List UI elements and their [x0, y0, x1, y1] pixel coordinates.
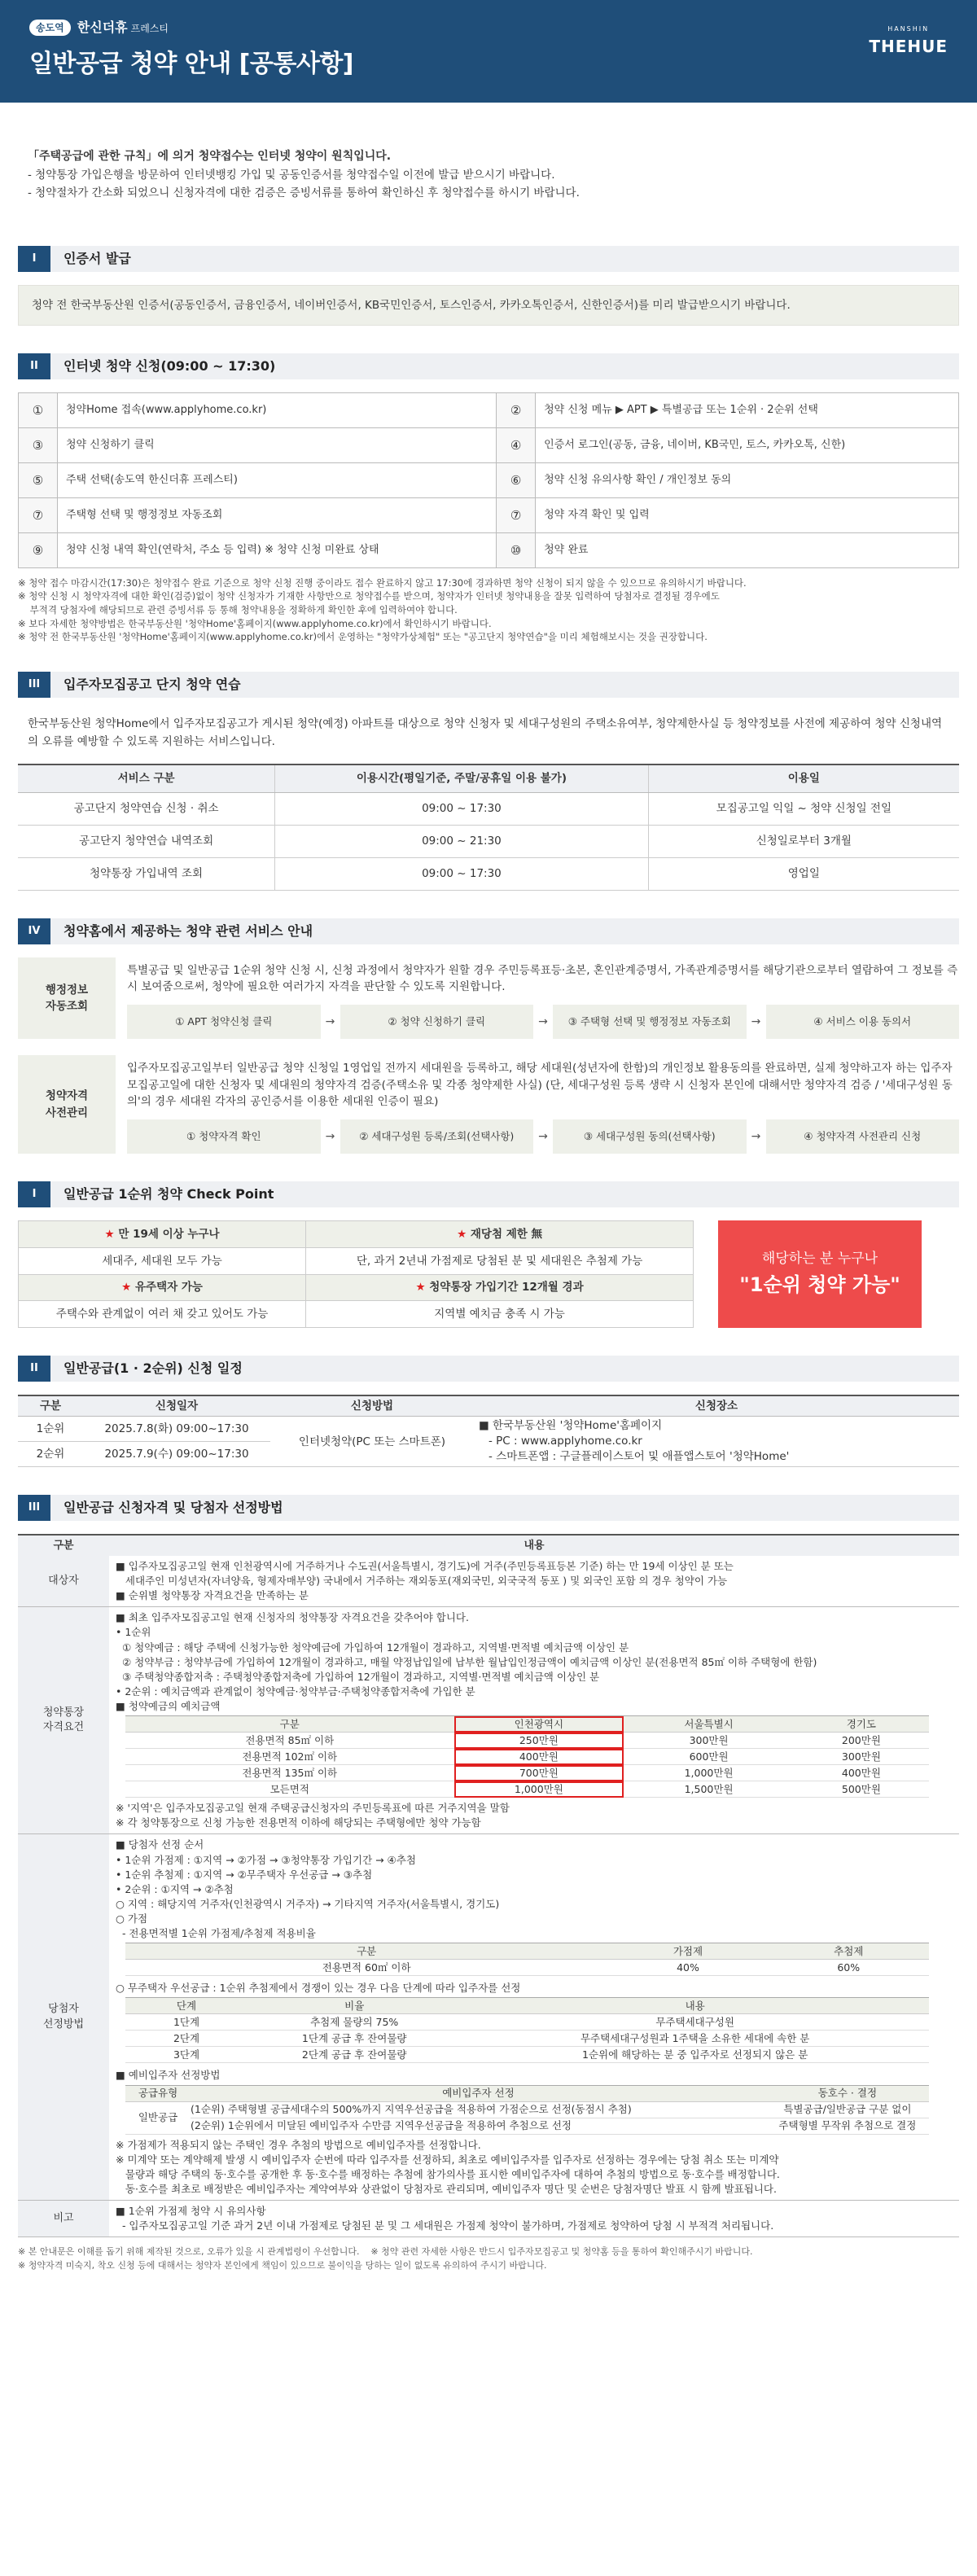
step-row — [19, 392, 959, 427]
ratio-cell: 전용면적 60㎡ 이하 — [125, 1960, 607, 1976]
cp-highlight-main: "1순위 청약 가능" — [739, 1273, 900, 1296]
note-line: 동·호수를 최초로 배정받은 예비입주자는 계약여부와 상관없이 당첨자로 관리되며, 예비입주자 명단 및 순번은 당첨자명단 발표 시 함께 발표됩니다. — [116, 2182, 777, 2195]
arrow-icon: → — [751, 1129, 761, 1143]
row-key — [18, 1834, 109, 2201]
cp-head-text: 재당첨 제한 無 — [470, 1227, 542, 1241]
table-cell: 09:00 ~ 17:30 — [275, 792, 649, 825]
content-line: • 1순위 가점제 : ①지역 → ②가점 → ③청약통장 가입기간 → ④추첨 — [116, 1853, 416, 1866]
key-line: 자격요건 — [42, 1721, 85, 1734]
step-text: 청약Home 접속(www.applyhome.co.kr) — [58, 392, 497, 427]
label-line: 청약자격 — [45, 1089, 89, 1103]
flow-step: ④ 서비스 이용 동의서 — [766, 1005, 960, 1039]
cp-head: ★ 유주택자 가능 — [19, 1274, 306, 1301]
ratio-cell: 40% — [607, 1960, 768, 1976]
note-line: ※ 가점제가 적용되지 않는 주택인 경우 추첨의 방법으로 예비입주자를 선정합니다. — [116, 2138, 481, 2151]
content-line: ■ 당첨자 선정 순서 — [116, 1838, 204, 1851]
step-number: ⑩ — [497, 532, 536, 567]
content-line: ■ 청약예금의 예치금액 — [116, 1700, 221, 1713]
content-line: ■ 1순위 가점제 청약 시 유의사항 — [116, 2205, 266, 2218]
col-header: 내용 — [109, 1535, 959, 1556]
section-title: 청약홈에서 제공하는 청약 관련 서비스 안내 — [50, 918, 959, 944]
priority-cell: 1순위에 해당하는 분 중 입주자로 선정되지 않은 분 — [461, 2047, 928, 2063]
location-tag: 송도역 — [29, 20, 71, 36]
table-cell: 09:00 ~ 21:30 — [275, 825, 649, 857]
step-number: ① — [19, 392, 58, 427]
section-number: IV — [18, 918, 50, 944]
reserve-decision: 특별공급/일반공급 구분 없이 — [766, 2101, 929, 2118]
key-line: 선정방법 — [42, 2017, 85, 2031]
step-number: ② — [497, 392, 536, 427]
step-text: 주택형 선택 및 행정정보 자동조회 — [58, 497, 497, 532]
reserve-decision: 주택형별 무작위 추첨으로 결정 — [766, 2118, 929, 2134]
cert-info: 청약 전 한국부동산원 인증서(공동인증서, 금융인증서, 네이버인증서, KB국민인증서, 토스인증서, 카카오톡인증서, 신한인증서)를 미리 발급받으시기 바랍니다. — [18, 285, 959, 326]
step-text: 청약 신청 메뉴 ▶ APT ▶ 특별공급 또는 1순위 · 2순위 선택 — [536, 392, 959, 427]
note-line: 물량과 해당 주택의 동·호수를 공개한 후 동·호수를 배정하는 추첨에 참가의사를 표시한 예비입주자에 대하여 추첨의 방법으로 동·호수를 배정합니다. — [116, 2167, 780, 2180]
content-line: ■ 순위별 청약통장 자격요건을 만족하는 분 — [116, 1589, 309, 1602]
section-number: II — [18, 1356, 50, 1382]
deposit-cell: 400만원 — [794, 1765, 929, 1781]
step-number: ⑦ — [19, 497, 58, 532]
table-row — [18, 792, 959, 825]
brand-sub: 프레스티 — [130, 23, 169, 34]
schedule-rank: 1순위 — [18, 1417, 83, 1442]
section-title: 일반공급 1순위 청약 Check Point — [50, 1181, 959, 1207]
content-line: - 전용면적별 1순위 가점제/추첨제 적용비율 — [116, 1927, 316, 1940]
deposit-cell: 전용면적 135㎡ 이하 — [125, 1765, 454, 1781]
deposit-cell: 500만원 — [794, 1781, 929, 1798]
section-header-checkpoint — [18, 1181, 959, 1207]
content-line: • 1순위 추첨제 : ①지역 → ②무주택자 우선공급 → ③추첨 — [116, 1868, 373, 1881]
footer-line: ※ 청약자격 미숙지, 착오 신청 등에 대해서는 청약자 본인에게 책임이 있으므로 불이익을 당하는 일이 없도록 유의하여 주시기 바랍니다. — [18, 2259, 547, 2271]
table-cell: 청약통장 가입내역 조회 — [18, 857, 275, 890]
note-line: ※ 보다 자세한 청약방법은 한국부동산원 '청약Home'홈페이지(www.applyhome.co.kr)에서 확인하시기 바랍니다. — [18, 617, 492, 629]
priority-cell: 무주택세대구성원과 1주택을 소유한 세대에 속한 분 — [461, 2031, 928, 2047]
eligibility-premanage — [18, 1055, 959, 1154]
block-label — [18, 1055, 116, 1154]
section-number: III — [18, 672, 50, 698]
page-header — [0, 0, 977, 103]
reserve-table — [125, 2085, 929, 2135]
col-header: 구분 — [18, 1395, 83, 1417]
col-header: 추첨제 — [769, 1943, 929, 1960]
section-header-schedule — [18, 1356, 959, 1382]
step-row — [19, 497, 959, 532]
step-text: 청약 신청 유의사항 확인 / 개인정보 동의 — [536, 462, 959, 497]
content-line: • 1순위 — [116, 1626, 151, 1639]
step-text: 청약 신청 내역 확인(연락처, 주소 등 입력) ※ 청약 신청 미완료 상태 — [58, 532, 497, 567]
col-header: 신청방법 — [270, 1395, 474, 1417]
deposit-row — [125, 1733, 929, 1749]
note-line: ※ '지역'은 입주자모집공고일 현재 주택공급신청자의 주민등록표에 따른 거주지역을 말함 — [116, 1802, 510, 1815]
priority-cell: 1단계 — [125, 2014, 248, 2031]
note-line: ※ 청약 전 한국부동산원 '청약Home'홈페이지(www.applyhome.co.kr)에서 운영하는 "청약가상체험" 또는 "공고단지 청약연습"을 미리 체험해보시는 것을 권장합니다. — [18, 631, 708, 643]
col-header: 구분 — [18, 1535, 109, 1556]
table-cell: 공고단지 청약연습 내역조회 — [18, 825, 275, 857]
flow-step: ② 청약 신청하기 클릭 — [340, 1005, 534, 1039]
content-line: - 입주자모집공고일 기준 과거 2년 이내 가점제로 당첨된 분 및 그 세대원은 가점제 청약이 불가하며, 가점제로 청약하여 당첨 시 부적격 처리됩니다. — [116, 2219, 774, 2232]
table-cell: 모집공고일 익일 ~ 청약 신청일 전일 — [648, 792, 959, 825]
block-desc: 입주자모집공고일부터 일반공급 청약 신청일 1영업일 전까지 세대원을 등록하고, 해당 세대원(성년자에 한함)의 개인정보 활용동의를 완료하면, 실제 청약하고자 하는 입주자모집공고일에 대한 신청자 및 세대원의 청약자격 검증(주택소유 및 각종 청약제한 사실) (단, 세대구성원 등록 생략 시 신청자 본인에 대해서만 청약자격 검증 / '세대구성원 동의'의 경우 세대원 각자의 공인증서를 이용한 세대원 인증이 필요) — [127, 1062, 953, 1108]
deposit-cell-highlight: 400만원 — [454, 1749, 624, 1765]
intro-line: - 청약절차가 간소화 되었으니 신청자격에 대한 검증은 증빙서류를 통하여 확인하신 후 청약접수를 하시기 바랍니다. — [28, 186, 580, 200]
priority-row — [125, 2047, 929, 2063]
deposit-cell: 300만원 — [794, 1749, 929, 1765]
deposit-row — [125, 1749, 929, 1765]
bank-content — [109, 1607, 959, 1834]
section-number: III — [18, 1495, 50, 1521]
content-line: ■ 최초 입주자모집공고일 현재 신청자의 청약통장 자격요건을 갖추어야 합니다. — [116, 1611, 469, 1624]
deposit-cell: 전용면적 102㎡ 이하 — [125, 1749, 454, 1765]
col-header: 공급유형 — [125, 2085, 191, 2101]
brand-main: 한신더휴 — [77, 20, 128, 35]
section-number: I — [18, 246, 50, 272]
deposit-cell: 모든면적 — [125, 1781, 454, 1798]
step-number: ③ — [19, 427, 58, 462]
col-header: 내용 — [461, 1998, 928, 2014]
reserve-rule: (1순위) 주택형별 공급세대수의 500%까지 지역우선공급을 적용하여 가점순으로 선정(동점시 추첨) — [191, 2101, 766, 2118]
table-cell: 영업일 — [648, 857, 959, 890]
key-line: 당첨자 — [48, 2002, 79, 2015]
cp-head-text: 청약통장 가입기간 12개월 경과 — [429, 1281, 584, 1295]
deposit-cell: 1,000만원 — [624, 1765, 794, 1781]
deposit-cell-highlight: 700만원 — [454, 1765, 624, 1781]
steps-table — [18, 392, 959, 568]
step-row — [19, 427, 959, 462]
step-row — [19, 532, 959, 567]
deposit-cell-highlight: 250만원 — [454, 1733, 624, 1749]
col-header: 신청일자 — [83, 1395, 270, 1417]
priority-cell: 2단계 — [125, 2031, 248, 2047]
col-header: 이용시간(평일기준, 주말/공휴일 이용 불가) — [275, 764, 649, 792]
flow-step: ② 세대구성원 등록/조회(선택사항) — [340, 1119, 534, 1154]
page-title: 일반공급 청약 안내 [공통사항] — [29, 50, 354, 78]
cp-head: ★ 청약통장 가입기간 12개월 경과 — [306, 1274, 694, 1301]
block-desc: 특별공급 및 일반공급 1순위 청약 신청 시, 신청 과정에서 청약자가 원할 경우 주민등록표등·초본, 혼인관계증명서, 가족관계증명서를 해당기관으로부터 열람하여 그 정보를 즉시 보여줌으로써, 청약에 필요한 여러가지 자격을 판단할 수 있도록 지원합니다. — [127, 963, 958, 994]
cp-head-text: 만 19세 이상 누구나 — [118, 1227, 220, 1241]
section-number: I — [18, 1181, 50, 1207]
step-number: ⑨ — [19, 532, 58, 567]
col-header: 비율 — [248, 1998, 461, 2014]
schedule-table — [18, 1395, 959, 1467]
checkpoint — [18, 1220, 959, 1328]
arrow-icon: → — [538, 1129, 548, 1143]
label-line: 자동조회 — [45, 1000, 89, 1014]
practice-table — [18, 764, 959, 891]
step-text: 청약 완료 — [536, 532, 959, 567]
intro-lead: 「주택공급에 관한 규칙」에 의거 청약접수는 인터넷 청약이 원칙입니다. — [28, 150, 392, 163]
note-line: ※ 청약 접수 마감시간(17:30)은 청약접수 완료 기준으로 청약 신청 진행 중이라도 접수 완료하지 않고 17:30에 경과하면 청약 신청이 되지 않을 수 있으므로 유의하시기 바랍니다. — [18, 576, 747, 589]
logo-small: HANSHIN — [887, 25, 930, 33]
col-header: 가점제 — [607, 1943, 768, 1960]
table-cell: 신청일로부터 3개월 — [648, 825, 959, 857]
priority-cell: 3단계 — [125, 2047, 248, 2063]
cp-desc: 세대주, 세대원 모두 가능 — [19, 1247, 306, 1274]
eligibility-table — [18, 1534, 959, 2237]
row-key: 비고 — [18, 2201, 109, 2237]
note-line: ※ 청약 신청 시 청약자격에 대한 확인(검증)없이 청약 신청자가 기재한 사항만으로 청약접수를 받으며, 청약자가 인터넷 청약내용을 잘못 입력하여 당첨자로 결정될 경우에도 — [18, 590, 720, 602]
intro — [18, 103, 959, 218]
table-cell: 공고단지 청약연습 신청 · 취소 — [18, 792, 275, 825]
note-line: ※ 각 청약통장으로 신청 가능한 전용면적 이하에 해당되는 주택형에만 청약 가능함 — [116, 1816, 481, 1829]
step-text: 청약 신청하기 클릭 — [58, 427, 497, 462]
flow-step: ③ 주택형 선택 및 행정정보 자동조회 — [553, 1005, 747, 1039]
priority-cell: 무주택세대구성원 — [461, 2014, 928, 2031]
flow-step: ③ 세대구성원 동의(선택사항) — [553, 1119, 747, 1154]
section-header-services — [18, 918, 959, 944]
deposit-cell: 600만원 — [624, 1749, 794, 1765]
practice-desc: 한국부동산원 청약Home에서 입주자모집공고가 게시된 청약(예정) 아파트를 대상으로 청약 신청자 및 세대구성원의 주택소유여부, 청약제한사실 등 청약정보를 사전에 제공하여 청약 신청내역의 오류를 예방할 수 있도록 지원하는 서비스입니다. — [28, 717, 943, 748]
content-line: ② 청약부금 : 청약부금에 가입하여 12개월이 경과하고, 매월 약정납입일에 납부한 월납입인정금액이 예치금액 이상인 분(전용면적 85㎡ 이하 주택형에 한함) — [116, 1655, 817, 1668]
col-header: 경기도 — [794, 1716, 929, 1733]
table-row — [18, 857, 959, 890]
block-label — [18, 957, 116, 1040]
step-number: ④ — [497, 427, 536, 462]
table-cell: 09:00 ~ 17:30 — [275, 857, 649, 890]
schedule-date: 2025.7.8(화) 09:00~17:30 — [83, 1417, 270, 1442]
section-title: 일반공급 신청자격 및 당첨자 선정방법 — [50, 1495, 959, 1521]
col-header: 서울특별시 — [624, 1716, 794, 1733]
col-header: 이용일 — [648, 764, 959, 792]
flow-steps — [127, 1005, 959, 1039]
section-header-internet — [18, 353, 959, 379]
col-header: 예비입주자 선정 — [191, 2085, 766, 2101]
col-header: 단계 — [125, 1998, 248, 2014]
content-line: ○ 지역 : 해당지역 거주자(인천광역시 거주자) → 기타지역 거주자(서울특별시, 경기도) — [116, 1897, 500, 1910]
schedule-place — [474, 1417, 959, 1467]
admin-auto-lookup — [18, 957, 959, 1040]
deposit-cell-highlight: 1,000만원 — [454, 1781, 624, 1798]
place-line: - PC : www.applyhome.co.kr — [488, 1435, 642, 1448]
priority-cell: 추첨제 물량의 75% — [248, 2014, 461, 2031]
section-title: 인증서 발급 — [50, 246, 959, 272]
arrow-icon: → — [751, 1014, 761, 1028]
intro-line: - 청약통장 가입은행을 방문하여 인터넷뱅킹 가입 및 공동인증서를 청약접수일 이전에 발급 받으시기 바랍니다. — [28, 169, 555, 182]
step-row — [19, 462, 959, 497]
reserve-type: 일반공급 — [125, 2101, 191, 2134]
content-line: ■ 입주자모집공고일 현재 인천광역시에 거주하거나 수도권(서울특별시, 경기도)에 거주(주민등록표등본 기준) 하는 만 19세 이상인 분 또는 — [116, 1559, 734, 1572]
win-content — [109, 1834, 959, 2201]
label-line: 행정정보 — [45, 983, 89, 997]
cp-desc: 단, 과거 2년내 가점제로 당첨된 분 및 세대원은 추첨제 가능 — [306, 1247, 694, 1274]
row-key: 대상자 — [18, 1556, 109, 1607]
checkpoint-table — [18, 1220, 694, 1328]
content-line: ○ 가점 — [116, 1912, 148, 1925]
step-text: 인증서 로그인(공동, 금융, 네이버, KB국민, 토스, 카카오톡, 신한) — [536, 427, 959, 462]
priority-row — [125, 2014, 929, 2031]
thehue-logo — [869, 24, 948, 59]
section-number: II — [18, 353, 50, 379]
cp-highlight-sub: 해당하는 분 누구나 — [761, 1251, 878, 1268]
step-number: ⑤ — [19, 462, 58, 497]
deposit-row — [125, 1781, 929, 1798]
section-title: 입주자모집공고 단지 청약 연습 — [50, 672, 959, 698]
row-key — [18, 1607, 109, 1834]
label-line: 사전관리 — [45, 1106, 89, 1119]
ratio-cell: 60% — [769, 1960, 929, 1976]
priority-row — [125, 2031, 929, 2047]
step-text: 청약 자격 확인 및 입력 — [536, 497, 959, 532]
schedule-rank: 2순위 — [18, 1442, 83, 1467]
priority-table — [125, 1997, 929, 2063]
col-header: 구분 — [125, 1716, 454, 1733]
reserve-title: ■ 예비입주자 선정방법 — [116, 2069, 221, 2082]
footer-line: ※ 본 안내문은 이해를 돕기 위해 제작된 것으로, 오류가 있을 시 관계법령이 우선합니다. ※ 청약 관련 자세한 사항은 반드시 입주자모집공고 및 청약홈 등을 통하여 확인해주시기 바랍니다. — [18, 2246, 753, 2258]
deposit-row — [125, 1765, 929, 1781]
table-row — [18, 825, 959, 857]
col-header: 동호수 · 결정 — [766, 2085, 929, 2101]
key-line: 청약통장 — [42, 1706, 85, 1719]
arrow-icon: → — [325, 1129, 335, 1143]
step-number: ⑦ — [497, 497, 536, 532]
footer-notes — [0, 2237, 977, 2280]
cp-head-text: 유주택자 가능 — [134, 1281, 203, 1295]
priority-cell: 1단계 공급 후 잔여물량 — [248, 2031, 461, 2047]
ratio-table — [125, 1943, 929, 1976]
deposit-table — [125, 1715, 929, 1798]
cp-head: ★ 만 19세 이상 누구나 — [19, 1221, 306, 1248]
cp-desc: 주택수와 관계없이 여러 채 갖고 있어도 가능 — [19, 1301, 306, 1328]
cp-highlight — [718, 1220, 922, 1328]
section-header-eligibility — [18, 1495, 959, 1521]
priority-cell: 2단계 공급 후 잔여물량 — [248, 2047, 461, 2063]
content-line: 세대주인 미성년자(자녀양육, 형제자매부양) 국내에서 거주하는 재외동포(재외국민, 외국국적 동포 ) 및 외국인 포함 의 경우 청약이 가능 — [116, 1575, 728, 1588]
flow-step: ① APT 청약신청 클릭 — [127, 1005, 321, 1039]
internet-notes — [18, 576, 959, 644]
content-line: • 2순위 : 예치금액과 관계없이 청약예금·청약부금·주택청약종합저축에 가입한 분 — [116, 1684, 475, 1698]
section-title: 일반공급(1 · 2순위) 신청 일정 — [50, 1356, 959, 1382]
arrow-icon: → — [538, 1014, 548, 1028]
cp-desc: 지역별 예치금 충족 시 가능 — [306, 1301, 694, 1328]
step-number: ⑥ — [497, 462, 536, 497]
section-header-practice — [18, 672, 959, 698]
flow-steps — [127, 1119, 959, 1154]
schedule-date: 2025.7.9(수) 09:00~17:30 — [83, 1442, 270, 1467]
reserve-rule: (2순위) 1순위에서 미달된 예비입주자 수만큼 지역우선공급을 적용하여 추첨으로 선정 — [191, 2118, 766, 2134]
step-text: 주택 선택(송도역 한신더휴 프레스티) — [58, 462, 497, 497]
arrow-icon: → — [325, 1014, 335, 1028]
deposit-cell: 1,500만원 — [624, 1781, 794, 1798]
content-line: ① 청약예금 : 해당 주택에 신청가능한 청약예금에 가입하여 12개월이 경과하고, 지역별·면적별 예치금액 이상인 분 — [116, 1641, 629, 1654]
cp-head: ★ 재당첨 제한 無 — [306, 1221, 694, 1248]
schedule-method: 인터넷청약(PC 또는 스마트폰) — [270, 1417, 474, 1467]
logo-big: THEHUE — [869, 37, 948, 56]
flow-step: ④ 청약자격 사전관리 신청 — [766, 1119, 960, 1154]
deposit-cell: 전용면적 85㎡ 이하 — [125, 1733, 454, 1749]
deposit-cell: 200만원 — [794, 1733, 929, 1749]
section-title: 인터넷 청약 신청(09:00 ~ 17:30) — [50, 353, 959, 379]
place-line: ■ 한국부동산원 '청약Home'홈페이지 — [479, 1419, 663, 1433]
content-line: • 2순위 : ①지역 → ②추첨 — [116, 1882, 234, 1895]
target-content — [109, 1556, 959, 1607]
section-header-cert — [18, 246, 959, 272]
content-line: ③ 주택청약종합저축 : 주택청약종합저축에 가입하여 12개월이 경과하고, 지역별·면적별 예치금액 이상인 분 — [116, 1670, 600, 1683]
note-line: ※ 미계약 또는 계약해제 발생 시 예비입주자 순번에 따라 입주자를 선정하되, 최초로 예비입주자를 입주자로 선정하는 경우에는 당첨 취소 또는 미계약 — [116, 2153, 779, 2166]
etc-content — [109, 2201, 959, 2237]
place-line: - 스마트폰앱 : 구글플레이스토어 및 애플앱스토어 '청약Home' — [488, 1450, 790, 1464]
priority-title: ○ 무주택자 우선공급 : 1순위 추첨제에서 경쟁이 있는 경우 다음 단계에 따라 입주자를 선정 — [116, 1982, 521, 1995]
col-header: 구분 — [125, 1943, 607, 1960]
deposit-cell: 300만원 — [624, 1733, 794, 1749]
col-header-highlight: 인천광역시 — [454, 1716, 624, 1733]
col-header: 서비스 구분 — [18, 764, 275, 792]
flow-step: ① 청약자격 확인 — [127, 1119, 321, 1154]
brand-name — [77, 18, 169, 37]
note-line: 부적격 당첨자에 해당되므로 관련 증빙서류 등 통해 청약내용을 정확하게 확인한 후에 입력하여야 합니다. — [18, 604, 458, 616]
col-header: 신청장소 — [474, 1395, 959, 1417]
